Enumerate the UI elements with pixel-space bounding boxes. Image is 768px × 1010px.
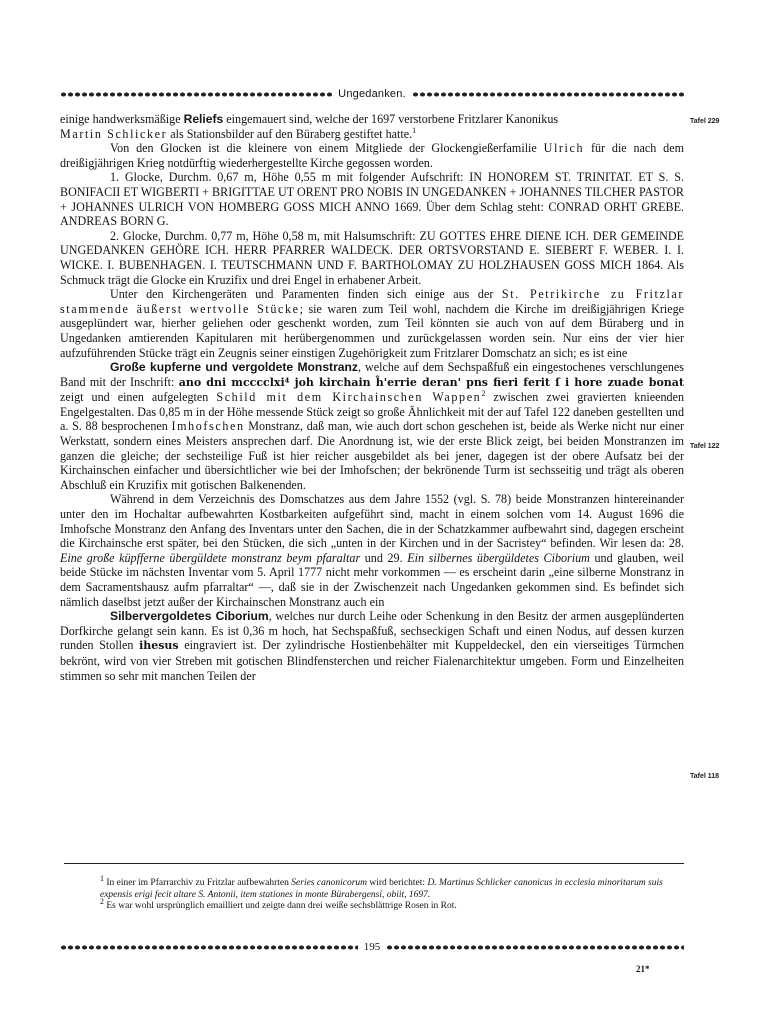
- text-run: Unter den Kirchengeräten und Paramenten finden sich einige aus der: [110, 287, 502, 302]
- ornament-left: [60, 90, 332, 99]
- text-run: eingemauert sind, welche der 1697 verstorbene Fritzlarer Kanonikus: [223, 112, 559, 126]
- footnote-rule: [64, 863, 684, 864]
- gothic-inscription: bonat: [648, 375, 684, 389]
- text-run: einige handwerksmäßige: [60, 112, 184, 126]
- spaced-phrase: Imhofschen: [171, 419, 245, 434]
- family-name: Ulrich: [543, 141, 585, 156]
- text-run: zeigt und einen aufgelegten: [60, 390, 217, 405]
- italic-quote: D. Martinus Schlicker canonicus in ecclesia minoritarum suis expensis erigi fecit altare S. Antonii, item stationes in monte Bürabergensi, obiit, 1697.: [100, 878, 663, 900]
- paragraph-inventory: [60, 492, 684, 609]
- text-run: eingraviert ist. Der zylindrische Hostienbehälter mit Kuppeldeckel, den ein vierseitiges Türmchen bekrönt, wird von vier Streben mit gotischen Blindfensterchen und reicher Fialenarchitektur umgeben. Form und Einzelheiten stimmen so sehr mit manchen Teilen der: [60, 638, 684, 683]
- text-run: Während in dem Verzeichnis des Domschatzes aus dem Jahre 1552 (vgl. S. 78) beide Monstranzen hintereinander unter den im Hochaltar aufbewahrten Kostbarkeiten aufgeführt sind, macht in einem solchen vom 14. August 1696 die Imhofsche Monstranz den Anfang des Inventars unter den Sachen, die in der Schatzkammer aufbewahrt sind, dagegen erscheint die Kirchainsche erst später, bei den Stücken, die sich „unten in der Kirchen und in der Sacristey“ befinden. Wir lesen da: 28.: [60, 492, 684, 551]
- running-header: [60, 86, 684, 102]
- text-run: für die nach dem dreißigjährigen Krieg notdürftig wiederhergestellte Kirche gegossen worden.: [60, 141, 684, 170]
- running-footer: [60, 940, 684, 954]
- italic-quote: Eine große küpfferne übergüldete monstranz beym pfaraltar: [60, 550, 361, 565]
- ornament-right: [412, 90, 684, 99]
- monstranz-heading: Große kupferne und vergoldete Monstranz: [110, 360, 358, 375]
- paragraph-bells: [60, 141, 684, 170]
- reliefs-term: Reliefs: [183, 112, 224, 126]
- footnote-ref: 1: [412, 125, 417, 135]
- ornament-right: [386, 943, 684, 952]
- gothic-inscription: ano dni mcccclxi⁴ joh kirchain ĥ'errie deran' pns fieri ferit ſ i hore zuade: [178, 375, 649, 389]
- ornament-left: [60, 943, 358, 952]
- text-run: zwischen zwei gravierten knieenden Engelgestalten. Das 0,85 m in der Höhe messende Stück zeigt so große Ähnlichkeit mit der auf Tafel 122 daneben gestellten und a. S. 88 besprochenen: [60, 390, 684, 434]
- text-run: und glauben, weil beide Stücke im nächsten Inventar vom 5. April 1777 nicht mehr vorkommen — es erscheint darin „eine silberne Monstranz in dem Sacramentshausz aufm pfarraltar“ —, daß sie in der Zwischenzeit nach Ungedanken gekommen sind. Es befindet sich nämlich daselbst jetzt außer der Kirchainschen Monstranz auch ein: [60, 550, 684, 609]
- text-run: ; sie waren zum Teil wohl, nachdem die Kirche im dreißigjährigen Kriege ausgeplündert war, hierher geliehen oder geschenkt worden, zum Teil könnten sie auch von auf dem Büraberg und in Ungedanken amtierenden Kapitularen mit herübergenommen und zurückgelassen worden sein. Nur eins der vier hier aufzuführenden Stücke trägt ein Zeugnis seiner einstigen Zugehörigkeit zum Fritzlarer Domschatz an sich; es ist eine: [60, 301, 684, 360]
- footnote-number: 1: [100, 873, 104, 883]
- header-title: Ungedanken.: [338, 88, 406, 100]
- paragraph-bell-1: 1. Glocke, Durchm. 0,67 m, Höhe 0,55 m mit folgender Aufschrift: IN HONOREM ST. TRINITAT. ET S. S. BONIFACII ET WIGBERTI + BRIGITTAE UT ORENT PRO NOBIS IN UNGEDANKEN + JOHANNES TILCHER PASTOR + JOHANNES ULRICH VON HOMBERG GOSS MICH ANNO 1669. Über dem Schlag steht: CONRAD ORHT GREBE. ANDREAS BORN G.: [60, 170, 684, 229]
- gothic-inscription: ihesus: [139, 639, 179, 653]
- signature-mark: 21*: [636, 964, 650, 974]
- margin-note-tafel-229: Tafel 229: [690, 118, 720, 125]
- paragraph-monstranz: [60, 360, 684, 492]
- margin-note-tafel-122: Tafel 122: [690, 443, 720, 450]
- margin-note-tafel-118: Tafel 118: [690, 773, 720, 780]
- spaced-phrase: Schild mit dem Kirchainschen Wappen: [216, 390, 482, 405]
- footnote-number: 2: [100, 896, 104, 906]
- text-run: , welches nur durch Leihe oder Schenkung in den Besitz der armen ausgeplünderten Dorfkirche gelangt sein kann. Es ist 0,36 m hoch, hat Sechspaßfuß, sechseckigen Schaft und einen Nodus, auf dessen kurzen runden Stollen: [60, 609, 684, 653]
- footnote-2: [60, 896, 684, 913]
- text-run: und 29.: [360, 550, 408, 565]
- ciborium-heading: Silbervergoldetes Ciborium: [110, 609, 269, 624]
- body-text: [60, 112, 684, 683]
- text-run: Es war wohl ursprünglich emailliert und zeigte dann drei weiße sechsblättrige Rosen in Rot.: [104, 901, 457, 911]
- paragraph-bell-2: 2. Glocke, Durchm. 0,77 m, Höhe 0,58 m, mit Halsumschrift: ZU GOTTES EHRE DIENE ICH. DER GEMEINDE UNGEDANKEN GEHÖRE ICH. HERR PFARRER WALDECK. DER ORTSVORSTAND E. SIEBERT F. WEBER. I. I. WICKE. I. BUBENHAGEN. I. TEUTSCHMANN UND F. BARTHOLOMAY ZU HOLZHAUSEN GOSS MICH 1864. Als Schmuck trägt die Glocke ein Kruzifix und drei Engel in erhabener Arbeit.: [60, 228, 684, 287]
- text-run: als Stationsbilder auf den Büraberg gestiftet hatte.: [167, 126, 413, 141]
- person-name: Martin Schlicker: [60, 126, 168, 141]
- text-run: wird berichtet:: [367, 878, 428, 888]
- footnote-1: [60, 873, 684, 901]
- italic-quote: Ein silbernes übergüldetes Ciborium: [407, 550, 590, 565]
- text-run: In einer im Pfarrarchiv zu Fritzlar aufbewahrten: [104, 878, 292, 888]
- paragraph-church-vessels: [60, 287, 684, 360]
- text-run: Monstranz, daß man, wie auch dort schon geschehen ist, beide als Werke nicht nur einer Werkstatt, sondern eines Meisters ansprechen darf. Die Anordnung ist, wie der erste Blick zeigt, bei beiden Monstranzen im ganzen die gleiche; der sechsteilige Fuß ist hier reicher ausgebildet als bei jener, dagegen ist der obere Aufsatz bei der Kirchainschen einfacher und übersichtlicher wie bei der Imhofschen; der bekrönende Turm ist sechsseitig und trägt als oberen Abschluß ein Kruzifix mit gotischen Balkenenden.: [60, 419, 684, 492]
- page-number: 195: [363, 941, 381, 953]
- footnotes: [60, 873, 684, 913]
- italic-quote: Series canonicorum: [291, 878, 368, 888]
- text-run: Von den Glocken ist die kleinere von einem Mitgliede der Glockengießerfamilie: [110, 141, 544, 156]
- footnote-ref: 2: [481, 389, 486, 399]
- spaced-phrase: St. Petrikirche zu Fritzlar stammende äußerst wertvolle Stücke: [60, 287, 684, 316]
- paragraph-reliefs: [60, 112, 684, 141]
- paragraph-ciborium: [60, 609, 684, 683]
- text-run: , welche auf dem Sechspaßfuß ein eingestochenes verschlungenes Band mit der Inschrift:: [60, 360, 684, 389]
